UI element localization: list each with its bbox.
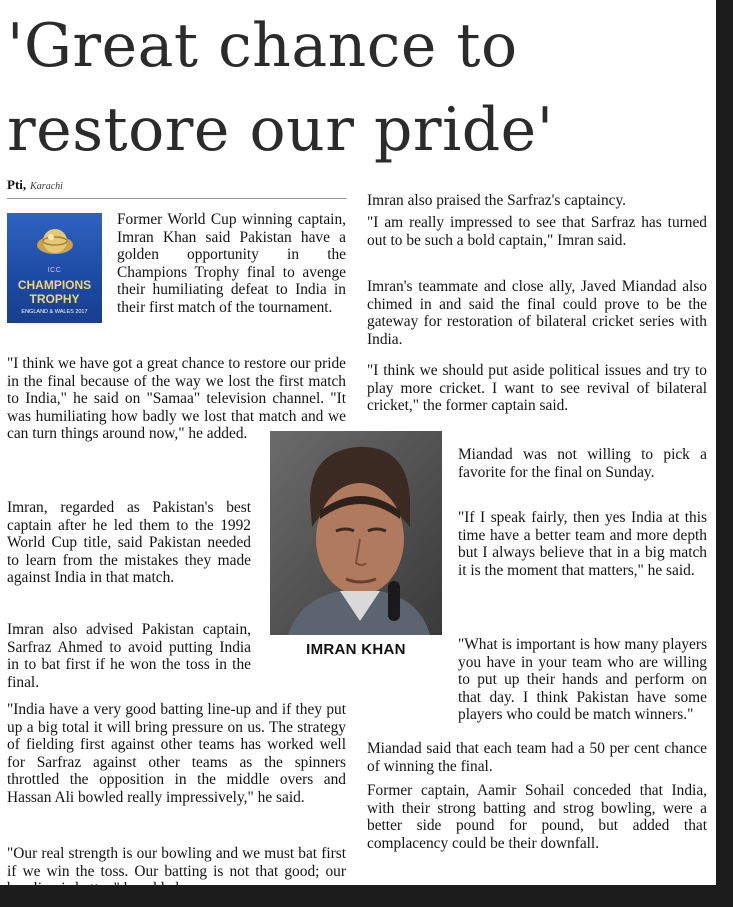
headline-line-2: restore our pride' xyxy=(7,95,554,165)
logo-line-3: ENGLAND & WALES 2017 xyxy=(21,309,88,315)
paragraph: Imran, regarded as Pakistan's best captain after he led them to the 1992 World Cup title, said Pakistan needed to learn from the mistakes they made against India in that match. xyxy=(7,499,251,587)
champions-trophy-logo xyxy=(7,213,102,323)
logo-line-2: TROPHY xyxy=(29,292,80,306)
logo-line-1: CHAMPIONS xyxy=(17,278,92,292)
trophy-icon xyxy=(35,223,75,263)
page-edge-shadow xyxy=(716,0,733,907)
imran-khan-photo xyxy=(270,431,442,635)
portrait-image xyxy=(270,431,442,635)
paragraph: "I think we should put aside political issues and try to play more cricket. I want to see revival of bilateral cricket," the former captain said. xyxy=(367,362,707,415)
paragraph: Imran also praised the Sarfraz's captaincy. xyxy=(367,192,627,209)
paragraph: "India have a very good batting line-up and if they put up a big total it will bring pressure on us. The strategy of fielding first against other teams has worked well for Sarfraz against other teams as the spinners throttled the opposition in the middle overs and Hassan Ali bowled really impressively," he said. xyxy=(7,701,346,806)
byline-location: Karachi xyxy=(30,181,63,192)
paragraph: "What is important is how many players you have in your team who are willing to put up their hands and perform on that day. I think Pakistan have some players who could be match winners." xyxy=(458,636,707,724)
headline-line-1: 'Great chance to xyxy=(7,11,518,81)
logo-org: ICC xyxy=(47,267,62,274)
headline xyxy=(7,4,554,172)
paragraph: Miandad was not willing to pick a favorite for the final on Sunday. xyxy=(458,446,707,481)
paragraph: "I think we have got a great chance to restore our pride in the final because of the way we lost the first match to India," he said on "Samaa" television channel. "It was humiliating how badly we lost that match and we can turn things around now," he added. xyxy=(7,355,346,443)
paragraph: Imran's teammate and close ally, Javed Miandad also chimed in and said the final could prove to be the gateway for restoration of bilateral cricket series with India. xyxy=(367,278,707,348)
photo-caption: IMRAN KHAN xyxy=(306,641,406,658)
paragraph: Miandad said that each team had a 50 per cent chance of winning the final. xyxy=(367,740,707,775)
paragraph: Former captain, Aamir Sohail conceded that India, with their strong batting and strog bowling, were a better side pound for pound, but added that complacency could be their downfall. xyxy=(367,782,707,852)
paragraph: "Our real strength is our bowling and we must bat first if we win the toss. Our batting is not that good; our xyxy=(7,845,346,880)
paragraph: "I am really impressed to see that Sarfraz has turned out to be such a bold captain," Imran said. xyxy=(367,214,707,249)
page-bottom-shadow xyxy=(0,885,733,907)
paragraph: Former World Cup winning captain, Imran Khan said Pakistan have a golden opportunity in the Champions Trophy final to avenge their humiliating defeat to India in their first match of the tournament. xyxy=(117,211,346,316)
byline-agency: Pti, xyxy=(7,177,27,192)
paragraph: Imran also advised Pakistan captain, Sarfraz Ahmed to avoid putting India in to bat first if he won the toss in the final. xyxy=(7,621,251,691)
byline xyxy=(7,176,347,199)
paragraph: "If I speak fairly, then yes India at this time have a better team and more depth but I always believe that in a big match it is the moment that matters," he said. xyxy=(458,509,707,579)
